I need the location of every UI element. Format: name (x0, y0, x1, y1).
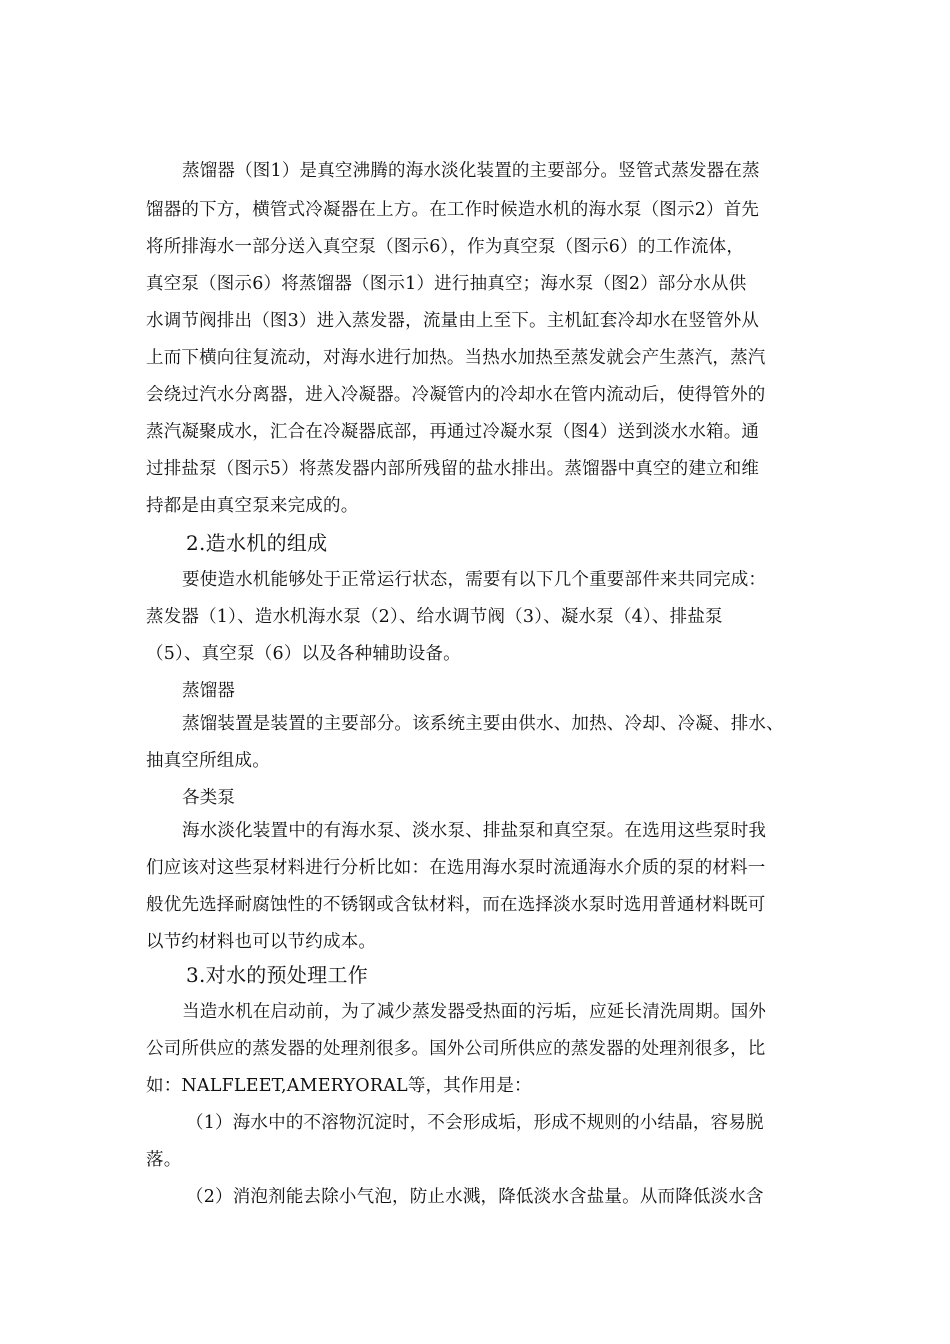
section-3-intro-line: 如：NALFLEET,AMERYORAL等，其作用是： (146, 1076, 532, 1096)
paragraph-1-line: 水调节阀排出（图3）进入蒸发器，流量由上至下。主机缸套冷却水在竖管外从 (146, 311, 760, 331)
distiller-paragraph-line: 蒸馏装置是装置的主要部分。该系统主要由供水、加热、冷却、冷凝、排水、 (182, 714, 784, 734)
subsection-title-pumps: 各类泵 (182, 788, 236, 808)
paragraph-1-line: 真空泵（图示6）将蒸馏器（图示1）进行抽真空；海水泵（图2）部分水从供 (146, 274, 747, 294)
section-2-heading: 2.造水机的组成 (186, 531, 328, 555)
list-item-2-line: （2）消泡剂能去除小气泡，防止水溅，降低淡水含盐量。从而降低淡水含 (186, 1187, 764, 1207)
subsection-title-distiller: 蒸馏器 (182, 681, 236, 701)
paragraph-1-line: 会绕过汽水分离器，进入冷凝器。冷凝管内的冷却水在管内流动后，使得管外的 (146, 385, 766, 405)
section-3-intro-line: 公司所供应的蒸发器的处理剂很多。国外公司所供应的蒸发器的处理剂很多，比 (146, 1039, 766, 1059)
paragraph-1-line: 过排盐泵（图示5）将蒸发器内部所残留的盐水排出。蒸馏器中真空的建立和维 (146, 459, 760, 479)
section-3-intro-line: 当造水机在启动前，为了减少蒸发器受热面的污垢，应延长清洗周期。国外 (182, 1002, 767, 1022)
paragraph-1-line: 将所排海水一部分送入真空泵（图示6），作为真空泵（图示6）的工作流体， (146, 237, 745, 257)
list-item-1-line: （1）海水中的不溶物沉淀时，不会形成垢，形成不规则的小结晶，容易脱 (186, 1113, 764, 1133)
list-item-1-line: 落。 (146, 1150, 182, 1170)
section-2-intro-line: 蒸发器（1）、造水机海水泵（2）、给水调节阀（3）、凝水泵（4）、排盐泵 (146, 607, 723, 627)
paragraph-1-line: 馏器的下方，横管式冷凝器在上方。在工作时候造水机的海水泵（图示2）首先 (146, 200, 760, 220)
paragraph-1-line: 蒸馏器（图1）是真空沸腾的海水淡化装置的主要部分。竖管式蒸发器在蒸 (182, 161, 760, 181)
pumps-paragraph-line: 以节约材料也可以节约成本。 (146, 932, 377, 952)
pumps-paragraph-line: 们应该对这些泵材料进行分析比如：在选用海水泵时流通海水介质的泵的材料一 (146, 858, 766, 878)
pumps-paragraph-line: 海水淡化装置中的有海水泵、淡水泵、排盐泵和真空泵。在选用这些泵时我 (182, 821, 767, 841)
paragraph-1-line: 上而下横向往复流动，对海水进行加热。当热水加热至蒸发就会产生蒸汽，蒸汽 (146, 348, 766, 368)
section-2-intro-line: （5）、真空泵（6）以及各种辅助设备。 (146, 644, 461, 664)
distiller-paragraph-line: 抽真空所组成。 (146, 751, 270, 771)
pumps-paragraph-line: 般优先选择耐腐蚀性的不锈钢或含钛材料，而在选择淡水泵时选用普通材料既可 (146, 895, 766, 915)
paragraph-1-line: 蒸汽凝聚成水，汇合在冷凝器底部，再通过冷凝水泵（图4）送到淡水水箱。通 (146, 422, 760, 442)
section-2-intro-line: 要使造水机能够处于正常运行状态，需要有以下几个重要部件来共同完成： (182, 570, 767, 590)
section-3-heading: 3.对水的预处理工作 (186, 963, 369, 987)
paragraph-1-line: 持都是由真空泵来完成的。 (146, 496, 359, 516)
